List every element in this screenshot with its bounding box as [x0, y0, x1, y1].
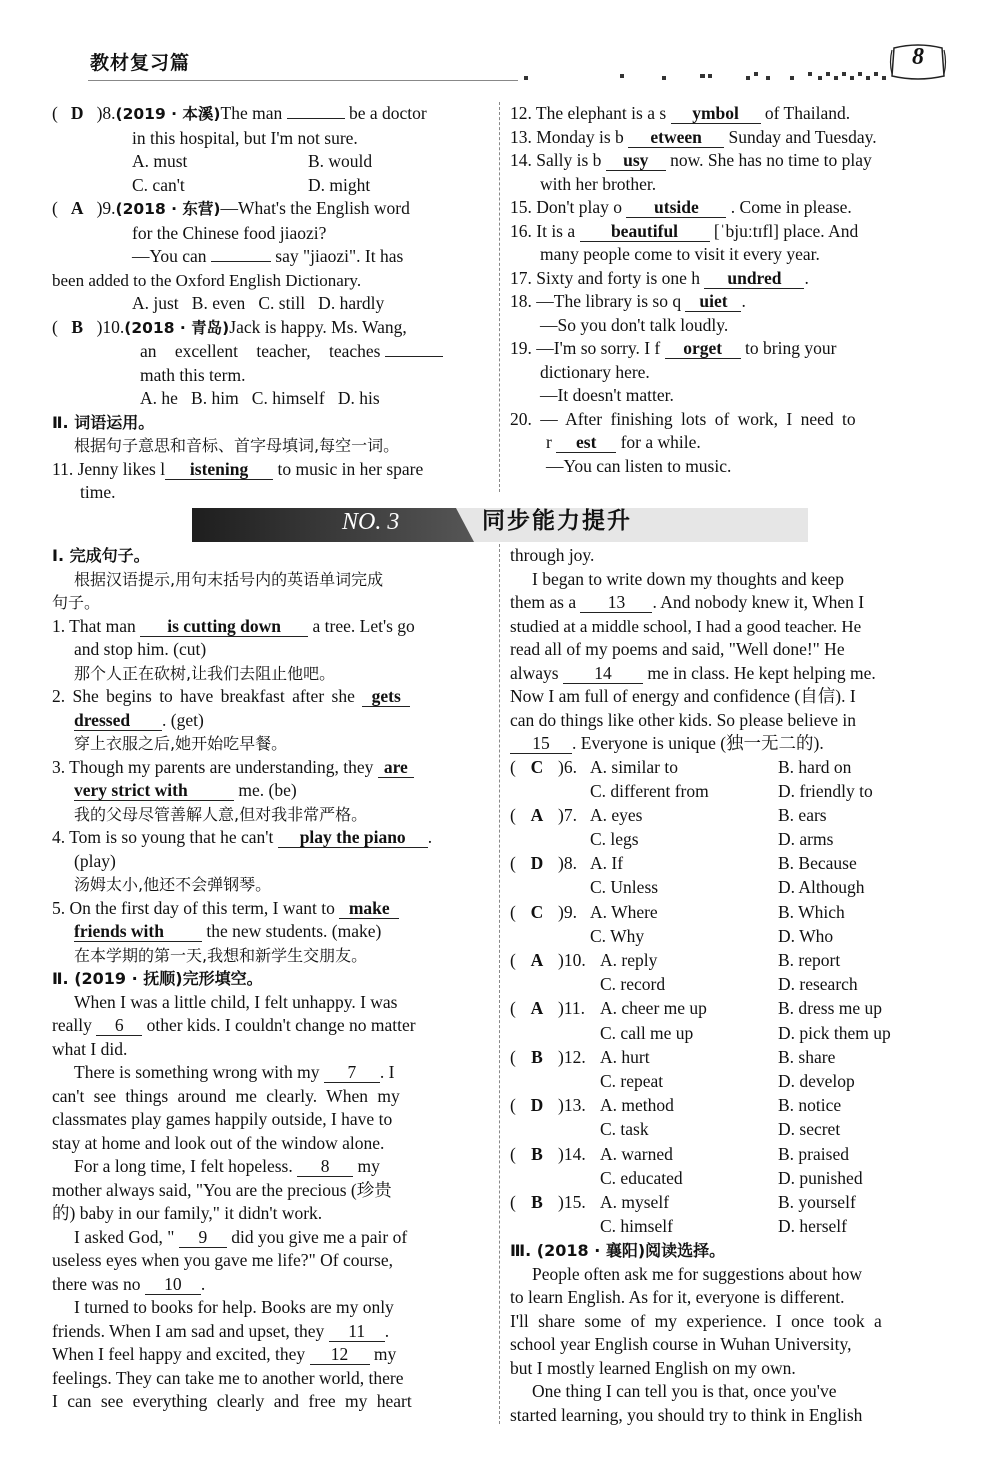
- choice-answer: C: [530, 901, 544, 922]
- question-11: 11. Jenny likes l istening to music in her spare: [52, 458, 424, 479]
- question-12: 12. The elephant is a s ymbol of Thailand.: [510, 103, 851, 123]
- page-number: 8: [912, 44, 924, 70]
- choice-row: ( D )8. A. If B. Because: [510, 852, 950, 876]
- question-15: 15. Don't play o utside . Come in please.: [510, 197, 852, 217]
- choice-answer: A: [530, 950, 544, 970]
- answer-8: D: [70, 103, 84, 123]
- section-2-cloze-title: Ⅱ. (2019 · 抚顺)完形填空。: [52, 969, 263, 988]
- choice-answer: A: [530, 998, 544, 1019]
- banner-number: NO. 3: [342, 509, 400, 535]
- header-dot-pattern: [520, 70, 890, 84]
- choice-row: ( D )13. A. method B. notice: [510, 1094, 950, 1118]
- top-right-column: 12. The elephant is a s ymbol of Thailand. 13. Monday is b etween Sunday and Tuesday. 14. Sally is b usy now. She has no time to play with her brother. 15. Don't play o utside . Come in please. 16. It is a beautiful [ˈbjuːtɪfl] place. And many people come to visit it every year. 17. Sixty and forty is one h undred . 18. —The library is so q uiet . —So you don't talk loudly. 19. —I'm so sorry. I f orget to bring your dictionary here. —It doesn't matter. 20. — After finishing lots of work, I need to r est for a while. —You can listen to music.: [510, 102, 950, 478]
- page-header: [0, 0, 1000, 90]
- choice-row: ( B )12. A. hurt B. share: [510, 1046, 950, 1070]
- cloze-choices: ( C )6. A. similar to B. hard on C. different from D. friendly to ( A )7. A. eyes B. ears C. legs D. arms ( D )8. A. If B. Because C. Unless D. Although ( C )9. A. Where B. Which C. Why D. Who ( A )10. A. reply B. report C. record D. research ( A )11. A. cheer me up B. dress me up C. call me up D. pick them up ( B )12. A. hurt B. share C. repeat D. develop ( D )13. A. method B. notice C. task D. secret ( B )14. A. warned B. praised C. educated D. punished ( B )15. A. myself B. yourself C. himself D. herself: [510, 756, 950, 1240]
- question-13: 13. Monday is b etween Sunday and Tuesday.: [510, 126, 877, 147]
- banner-title: 同步能力提升: [482, 508, 632, 534]
- choice-answer: B: [531, 1191, 543, 1212]
- question-10: ( B )10.(2018 · 青岛)Jack is happy. Ms. Wang,: [52, 316, 492, 341]
- choice-answer: A: [530, 804, 544, 825]
- choice-answer: B: [531, 1143, 543, 1164]
- section-1-title: Ⅰ. 完成句子。: [52, 546, 150, 565]
- question-8: ( D )8.(2019 · 本溪)The man be a doctor: [52, 102, 492, 127]
- section-2-instructions: 根据句子意思和音标、首字母填词,每空一词。: [74, 436, 400, 455]
- sentence-1: 1. That man is cutting down a tree. Let's go: [52, 615, 415, 636]
- question-17: 17. Sixty and forty is one h undred .: [510, 267, 809, 288]
- section-2-title: Ⅱ. 词语运用。: [52, 412, 155, 432]
- section-banner: [192, 508, 808, 542]
- question-18: 18. —The library is so q uiet .: [510, 291, 746, 311]
- header-title: 教材复习篇: [90, 52, 191, 74]
- choice-answer: B: [531, 1046, 543, 1067]
- answer-9: A: [70, 198, 84, 218]
- header-rule: [88, 80, 518, 81]
- question-9: ( A )9.(2018 · 东营)—What's the English word: [52, 197, 492, 222]
- choice-row: ( A )7. A. eyes B. ears: [510, 804, 950, 828]
- page-number-badge: [888, 44, 948, 82]
- top-column-divider: [499, 102, 500, 492]
- choice-row: ( C )6. A. similar to B. hard on: [510, 756, 950, 780]
- sentence-5: 5. On the first day of this term, I want to make: [52, 897, 492, 921]
- question-19: 19. —I'm so sorry. I f orget to bring your: [510, 338, 837, 358]
- top-left-column: ( D )8.(2019 · 本溪)The man be a doctor in this hospital, but I'm not sure. A. must B. would C. can't D. might ( A )9.(2018 · 东营)—What's the English word for the Chinese food jiaozi? —You can say "jiaozi". It has been added to the Oxford English Dictionary. A. just B. even C. still D. hardly ( B )10.(2018 · 青岛)Jack is happy. Ms. Wang, an excellent teacher, teaches math this term. A. he B. him C. himself D. his Ⅱ. 词语运用。 根据句子意思和音标、首字母填词,每空一词。 11. Jenny likes l istening to music in her spare time.: [52, 102, 492, 505]
- answer-10: B: [71, 316, 84, 337]
- choice-answer: D: [530, 853, 544, 874]
- question-20: 20. — After finishing lots of work, I need to: [510, 408, 856, 429]
- choice-row: ( A )10. A. reply B. report: [510, 949, 950, 973]
- sentence-2: 2. She begins to have breakfast after she gets: [52, 685, 492, 709]
- choice-row: ( B )15. A. myself B. yourself: [510, 1191, 950, 1215]
- choice-row: ( A )11. A. cheer me up B. dress me up: [510, 997, 950, 1021]
- question-14: 14. Sally is b usy now. She has no time to play: [510, 150, 872, 170]
- choice-row: ( B )14. A. warned B. praised: [510, 1143, 950, 1167]
- bottom-column-divider: [499, 544, 500, 1424]
- sentence-4: 4. Tom is so young that he can't play the piano .: [52, 827, 433, 847]
- choice-row: ( C )9. A. Where B. Which: [510, 901, 950, 925]
- choice-answer: D: [530, 1095, 544, 1116]
- bottom-right-column: through joy. I began to write down my thoughts and keep them as a 13 . And nobody knew it, When I studied at a middle school, I had a good teacher. He read all of my poems and said, "Well done!" He always 14 me in class. He kept helping me. Now I am full of energy and confidence (自信). I can do things like other kids. So please believe in 15 . Everyone is unique (独一无二的). ( C )6. A. similar to B. hard on C. different from D. friendly to ( A )7. A. eyes B. ears C. legs D. arms ( D )8. A. If B. Because C. Unless D. Although ( C )9. A. Where B. Which C. Why D. Who ( A )10. A. reply B. report C. record D. research ( A )11. A. cheer me up B. dress me up C. call me up D. pick them up ( B )12. A. hurt B. share C. repeat D. develop ( D )13. A. method B. notice C. task D. secret ( B )14. A. warned B. praised C. educated D. punished ( B )15. A. myself B. yourself C. himself D. herself Ⅲ. (2018 · 襄阳)阅读选择。 People often ask me for suggestions about how to learn English. As for it, everyone is different. I'll share some of my experience. I once took a school year English course in Wuhan University, but I mostly learned English on my own. One thing I can tell you is that, once you've started learning, you should try to think in English: [510, 544, 950, 1427]
- sentence-3: 3. Though my parents are understanding, they are: [52, 756, 492, 780]
- bottom-left-column: Ⅰ. 完成句子。 根据汉语提示,用句末括号内的英语单词完成 句子。 1. That man is cutting down a tree. Let's go and stop him. (cut) 那个人正在砍树,让我们去阻止他吧。 2. She begins to have breakfast after she gets dressed . (get) 穿上衣服之后,她开始吃早餐。 3. Though my parents are understanding, they are very strict with me. (be) 我的父母尽管善解人意,但对我非常严格。 4. Tom is so young that he can't play the piano . (play) 汤姆太小,他还不会弹钢琴。 5. On the first day of this term, I want to make friends with the new students. (make) 在本学期的第一天,我想和新学生交朋友。 Ⅱ. (2019 · 抚顺)完形填空。 When I was a little child, I felt unhappy. I was really 6 other kids. I couldn't change no matter what I did. There is something wrong with my 7 . I can't see things around me clearly. When my classmates play games happily outside, I have to stay at home and look out of the window alone. For a long time, I felt hopeless. 8 my mother always said, "You are the precious (珍贵 的) baby in our family," it didn't work. I asked God, " 9 did you give me a pair of useless eyes when you gave me life?" Of course, there was no 10 . I turned to books for help. Books are my only friends. When I am sad and upset, they 11 . When I feel happy and excited, they 12 my feelings. They can take me to another world, there I can see everything clearly and free my heart: [52, 544, 492, 1414]
- section-3-title: Ⅲ. (2018 · 襄阳)阅读选择。: [510, 1241, 726, 1261]
- question-16: 16. It is a beautiful [ˈbjuːtɪfl] place. And: [510, 220, 859, 241]
- choice-answer: C: [530, 756, 544, 777]
